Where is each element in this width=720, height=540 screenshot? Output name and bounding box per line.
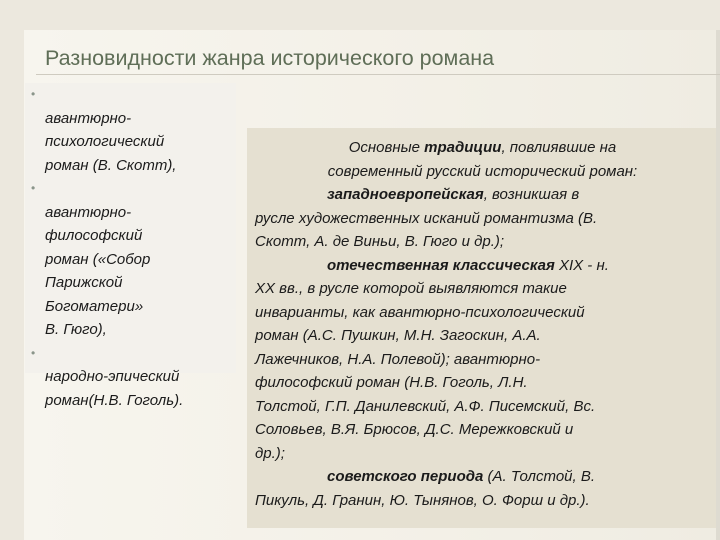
text-run: , возникшая в (483, 186, 580, 203)
list-item-text: авантюрно- психологический роман (В. Скотт), (45, 109, 177, 174)
genre-list (25, 83, 236, 412)
text-run: , повлиявшие на (501, 139, 617, 156)
text-line: современный русский исторический роман: (327, 162, 638, 180)
text-line: Скотт, А. де Виньи, В. Гюго и др.); (255, 233, 505, 250)
traditions-text-box (247, 128, 716, 528)
emphasis-soviet-period: советского периода (327, 468, 484, 485)
text-line: др.); (255, 444, 285, 462)
background-top-strip (0, 0, 720, 30)
bullet-icon: • (31, 345, 36, 360)
list-item (25, 342, 236, 413)
text-line: русле художественных исканий романтизма (В. (255, 209, 598, 227)
bullet-icon: • (31, 181, 36, 195)
text-run: (А. Толстой, В. (483, 468, 596, 485)
text-run: Основные (348, 139, 425, 156)
text-line (255, 465, 710, 489)
text-line: XX вв., в русле которой выявляются такие (255, 280, 567, 297)
text-line: Пикуль, Д. Гранин, Ю. Тынянов, О. Форш и др.). (255, 491, 590, 509)
text-line (255, 183, 710, 207)
text-line: инварианты, как авантюрно-психологический (255, 303, 585, 321)
emphasis-traditions: традиции (424, 139, 502, 156)
text-line: Лажечников, Н.А. Полевой); авантюрно- (255, 350, 541, 368)
emphasis-western-european: западноевропейская (327, 186, 484, 203)
left-list-box (25, 83, 236, 409)
bullet-icon: • (31, 87, 36, 101)
text-line (255, 254, 710, 278)
list-item-text: авантюрно- философский роман («Собор Парижской Богоматери» В. Гюго), (45, 203, 151, 338)
text-line: Толстой, Г.П. Данилевский, А.Ф. Писемский, Вс. (255, 397, 596, 415)
text-line: философский роман (Н.В. Гоголь, Л.Н. (255, 374, 528, 391)
list-item-text: народно-эпический роман(Н.В. Гоголь). (45, 368, 184, 409)
text-line: Соловьев, В.Я. Брюсов, Д.С. Мережковский и (255, 421, 574, 438)
text-line: роман (А.С. Пушкин, М.Н. Загоскин, А.А. (255, 327, 541, 344)
slide-title: Разновидности жанра исторического романа (45, 46, 495, 70)
text-run: XIX - н. (554, 256, 609, 274)
list-item (25, 83, 236, 177)
title-underline (36, 74, 720, 75)
emphasis-national-classic: отечественная классическая (327, 256, 555, 274)
text-line (255, 136, 710, 160)
background-left-strip (0, 30, 24, 540)
list-item (25, 177, 236, 342)
